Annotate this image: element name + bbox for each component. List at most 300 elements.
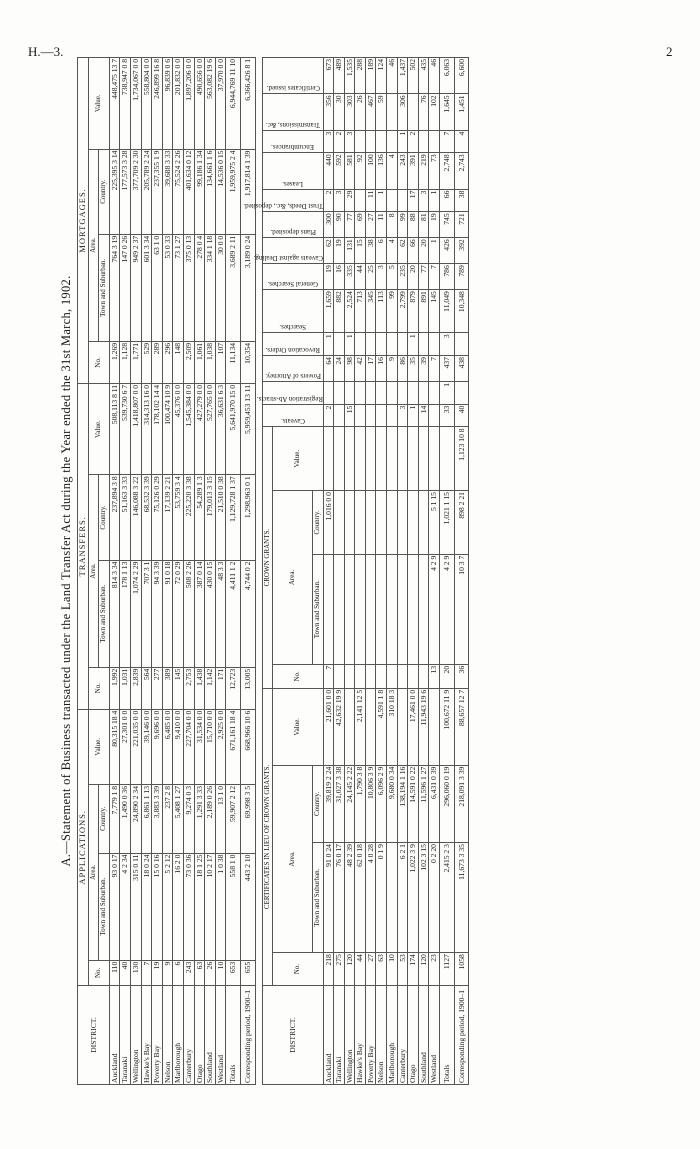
value-cell: 1,074 2 29 [130,560,141,667]
value-cell: 44 [355,953,366,986]
value-cell: 54,289 1 3 [194,475,205,560]
value-cell: 53 0 33 [162,234,173,341]
value-cell: 1,298,963 0 1 [240,475,255,560]
value-cell: 4 2 9 [429,554,440,664]
value-cell: 1 [408,404,419,427]
value-cell: 4 2 9 [440,554,455,664]
value-cell: 4 2 34 [120,853,131,960]
value-cell: 592 [334,153,345,189]
value-cell: 107 [215,341,226,383]
value-cell: 7 [141,960,152,985]
value-cell: 6,944,769 11 10 [226,58,241,150]
value-cell: 563,082 19 6 [205,58,216,150]
value-cell [387,664,398,688]
value-cell: 18 1 25 [194,853,205,960]
table2-row [365,58,376,1085]
value-cell: 21,510 0 38 [215,475,226,560]
value-cell: 558,804 0 0 [141,58,152,150]
value-cell: 440 [323,153,334,189]
table1-row [205,58,216,1085]
value-cell: 2,799 [397,290,408,333]
value-cell [365,688,376,765]
value-cell [376,427,387,491]
value-cell: 1,021 1 15 [440,491,455,555]
value-cell: 707 3 1 [141,560,152,667]
value-cell: 1127 [440,953,455,986]
value-cell: 37,970 0 0 [215,58,226,150]
table1-row [194,58,205,1085]
table1-row [183,58,194,1085]
value-cell: 427,279 0 0 [194,383,205,474]
value-cell: 1,897,206 0 0 [183,58,194,150]
value-cell [397,664,408,688]
value-cell [408,94,419,130]
value-cell [418,130,429,153]
value-cell: 53,759 3 4 [173,475,184,560]
value-cell [334,664,345,688]
district-cell: Southland [418,986,429,1085]
value-cell: 145 [429,290,440,333]
value-cell: 20 [418,238,429,264]
value-cell: 76 0 17 [334,843,345,953]
value-cell: 430 0 15 [205,560,216,667]
value-cell: 45,376 0 0 [173,383,184,474]
value-cell: 581 [344,153,355,189]
value-cell: 219 [418,153,429,189]
trust-deeds-header: Trust Deeds, &c., deposited. [242,202,323,211]
value-cell: 16 [334,264,345,290]
table2-row [334,58,345,1085]
value-cell: 235 [397,264,408,290]
table1-row [152,58,163,1085]
district-cell: Canterbury [183,986,194,1085]
value-cell [334,381,345,404]
value-cell: 5,641,970 15 0 [226,383,241,474]
caveats-against-dealing-header: Caveats against Dealing. [253,254,323,263]
cert-area-header: Area. [273,765,313,952]
value-cell: 18 0 24 [141,853,152,960]
value-cell: 221,035 0 0 [130,709,141,784]
value-cell: 1 [376,189,387,212]
value-cell: 306 [397,94,408,130]
district-cell: Wellington [130,986,141,1085]
encumbrances-header: Encumbrances. [271,143,314,152]
value-cell: 3 [376,264,387,290]
value-cell [418,381,429,404]
value-cell: 508,113 8 11 [109,383,120,474]
value-cell [365,404,376,427]
value-cell [376,381,387,404]
value-cell [387,381,398,404]
table2-row [376,58,387,1085]
value-cell: 391 [408,153,419,189]
value-cell: 1 [429,189,440,212]
value-cell: 63 [194,960,205,985]
value-cell: 668,966 10 6 [240,709,255,784]
value-cell: 145 [173,667,184,709]
table2-row [408,58,419,1085]
value-cell: 898 2 21 [454,491,469,555]
value-cell: 81 [418,212,429,238]
value-cell: 467 [365,94,376,130]
value-cell: 237,355 1 9 [152,149,163,234]
value-cell: 17 [408,189,419,212]
value-cell: 72 0 29 [173,560,184,667]
value-cell: 721 [454,212,469,238]
value-cell: 225,220 3 38 [183,475,194,560]
caveats-header: Caveats. [280,417,305,426]
cert-no-header: No. [273,953,323,986]
mortgages-area-header: Area. [88,149,99,341]
value-cell: 2,839 [130,667,141,709]
value-cell: 90 [334,212,345,238]
searches-header: Searches. [279,323,306,332]
value-cell: 335 [344,264,355,290]
value-cell: 27 [365,212,376,238]
value-cell [355,189,366,212]
value-cell: 490,656 0 0 [194,58,205,150]
value-cell [344,554,355,664]
value-cell: 673 [323,58,334,94]
value-cell: 147 0 26 [120,234,131,341]
district-cell: Corresponding period, 1900–1 [454,986,469,1085]
value-cell: 40 [454,404,469,427]
district-cell: Canterbury [397,986,408,1085]
value-cell: 36 [454,664,469,688]
value-cell: 227,704 0 0 [183,709,194,784]
value-cell: 1,734,067 0 0 [130,58,141,150]
value-cell: 6 2 1 [397,843,408,953]
value-cell [365,664,376,688]
table1-totals-row [226,58,241,1085]
value-cell [355,404,366,427]
value-cell: 1,992 [109,667,120,709]
table1-corresponding-row [240,58,255,1085]
value-cell [376,554,387,664]
value-cell: 4 [387,238,398,264]
district-cell: Taranaki [120,986,131,1085]
table2-row [429,58,440,1085]
value-cell: 174 [408,953,419,986]
value-cell: 15 [355,238,366,264]
value-cell [365,130,376,153]
value-cell: 189 [365,58,376,94]
value-cell: 278 0 4 [194,234,205,341]
value-cell: 92 [355,153,366,189]
applications-country-header: Country. [99,784,110,853]
value-cell [408,554,419,664]
value-cell: 96,839 0 6 [162,58,173,150]
value-cell: 1 [344,333,355,356]
value-cell: 102 3 15 [418,843,429,953]
value-cell: 2,509 [183,341,194,383]
value-cell: 17,461 0 0 [408,688,419,765]
value-cell [397,427,408,491]
value-cell: 4 [387,153,398,189]
value-cell: 26 [355,94,366,130]
value-cell: 19 [429,212,440,238]
value-cell: 1,535 [344,58,355,94]
table-title: A.—Statement of Business transacted under the Land Transfer Act during the Year ended the 31st March, 1902. [59,275,73,867]
value-cell: 16 2 0 [173,853,184,960]
value-cell [387,554,398,664]
value-cell [429,427,440,491]
district-header-2: DISTRICT. [262,986,323,1085]
value-cell: 1,022 3 9 [408,843,419,953]
transfers-town-header: Town and Suburban. [99,560,110,667]
transfers-header: TRANSFERS. [78,383,89,709]
value-cell: 100,474 10 9 [162,383,173,474]
value-cell: 1,959,975 2 4 [226,149,241,234]
value-cell: 99 [397,212,408,238]
value-cell: 2 [408,130,419,153]
value-cell [429,333,440,356]
value-cell: 102 [429,94,440,130]
value-cell: 10 [387,953,398,986]
value-cell [376,404,387,427]
value-cell: 7 [440,130,455,153]
value-cell: 27 [365,953,376,986]
value-cell [334,427,345,491]
value-cell: 10 [215,960,226,985]
value-cell: 14,591 0 22 [408,765,419,842]
grants-value-header: Value. [273,427,323,491]
district-cell: Hawke's Bay [355,986,366,1085]
value-cell: 7 [429,264,440,290]
value-cell: 11,943 19 6 [418,688,429,765]
value-cell: 300 [323,212,334,238]
value-cell: 1,061 [194,341,205,383]
value-cell [344,491,355,555]
value-cell: 33 [440,404,455,427]
value-cell: 48 3 3 [215,560,226,667]
value-cell: 24,145 2 22 [344,765,355,842]
value-cell: 6,861 1 13 [141,784,152,853]
value-cell: 10,806 3 9 [365,765,376,842]
value-cell [355,130,366,153]
value-cell [387,843,398,953]
value-cell: 31,534 0 0 [194,709,205,784]
district-cell: Corresponding period, 1900–1 [240,986,255,1085]
value-cell: 94 3 39 [152,560,163,667]
value-cell: 11 [365,189,376,212]
value-cell: 949 2 37 [130,234,141,341]
value-cell: 1,038 [205,341,216,383]
value-cell: 7 [323,664,334,688]
value-cell: 46 [429,58,440,94]
table1-body [109,58,255,1085]
value-cell: 225,395 3 14 [109,149,120,234]
value-cell: 39,819 2 24 [323,765,334,842]
value-cell: 653 [226,960,241,985]
value-cell: 529 [141,341,152,383]
table2-body [323,58,469,1085]
value-cell: 62 0 18 [355,843,366,953]
value-cell [355,333,366,356]
value-cell: 1,771 [130,341,141,383]
value-cell: 508 2 26 [183,560,194,667]
value-cell: 64 [323,356,334,382]
value-cell: 1,123 10 8 [454,427,469,491]
value-cell: 16 [376,356,387,382]
value-cell: 7 [429,356,440,382]
value-cell [454,381,469,404]
registration-abstracts-header: Registration Ab-stracts. [256,394,323,403]
value-cell: 0 2 20 [429,843,440,953]
value-cell: 2,748 [440,153,455,189]
value-cell: 713 [355,290,366,333]
value-cell: 315 0 11 [130,853,141,960]
value-cell: 171 [215,667,226,709]
value-cell [334,404,345,427]
value-cell: 6,431 0 39 [429,765,440,842]
value-cell: 275 [334,953,345,986]
value-cell: 243 [183,960,194,985]
value-cell: 44 [355,264,366,290]
value-cell [355,491,366,555]
value-cell: 289 [152,341,163,383]
value-cell: 237 2 8 [162,784,173,853]
value-cell: 527,765 0 0 [205,383,216,474]
district-cell: Poverty Bay [152,986,163,1085]
value-cell [418,333,429,356]
mortgages-no-header: No. [88,341,109,383]
mortgages-town-header: Town and Suburban. [99,234,110,341]
value-cell: 2 [323,189,334,212]
value-cell: 738,947 0 8 [120,58,131,150]
value-cell [344,664,355,688]
value-cell [408,427,419,491]
value-cell [344,381,355,404]
value-cell [397,491,408,555]
value-cell: 1,659 [323,290,334,333]
value-cell: 75,524 2 26 [173,149,184,234]
cert-town-header: Town and Suburban. [312,843,323,953]
value-cell: 91 0 24 [323,843,334,953]
value-cell: 1058 [454,953,469,986]
value-cell: 73 [429,153,440,189]
grants-country-header: Country. [312,491,323,555]
district-cell: Westland [429,986,440,1085]
value-cell: 26 [205,960,216,985]
value-cell: 1,645 [440,94,455,130]
value-cell: 38 [365,238,376,264]
value-cell: 19 [334,238,345,264]
value-cell [376,664,387,688]
value-cell: 9,410 0 0 [173,709,184,784]
value-cell: 9,274 0 3 [183,784,194,853]
value-cell: 40 [120,960,131,985]
table2-row [323,58,334,1085]
value-cell: 62 [397,238,408,264]
value-cell: 91 0 18 [162,560,173,667]
value-cell: 36,631 6 3 [215,383,226,474]
value-cell: 1 0 38 [215,853,226,960]
value-cell [334,491,345,555]
value-cell: 39,688 3 33 [162,149,173,234]
value-cell: 1,418,807 0 0 [130,383,141,474]
grants-area-header: Area. [273,491,313,665]
value-cell: 564 [141,667,152,709]
rotated-table-block [55,57,675,1085]
value-cell: 9,696 0 0 [152,709,163,784]
value-cell: 786 [440,264,455,290]
value-cell [387,404,398,427]
value-cell: 2,524 [344,290,355,333]
value-cell [334,333,345,356]
value-cell: 24 [334,356,345,382]
value-cell: 59 [376,94,387,130]
value-cell: 12,723 [226,667,241,709]
district-header: DISTRICT. [78,986,110,1085]
district-cell: Poverty Bay [365,986,376,1085]
value-cell: 201,832 0 0 [173,58,184,150]
value-cell [365,491,376,555]
value-cell: 375 0 13 [183,234,194,341]
value-cell: 6,600 [454,58,469,94]
table2-row [344,58,355,1085]
value-cell [334,554,345,664]
value-cell: 3 [334,189,345,212]
value-cell [344,688,355,765]
value-cell: 288 [355,58,366,94]
value-cell: 789 [454,264,469,290]
value-cell: 2,141 12 5 [355,688,366,765]
value-cell [429,381,440,404]
value-cell: 110 [109,960,120,985]
table2-row [387,58,398,1085]
value-cell [355,427,366,491]
value-cell [376,333,387,356]
value-cell: 15,710 0 0 [205,709,216,784]
value-cell: 237,894 3 8 [109,475,120,560]
value-cell: 0 1 9 [376,843,387,953]
value-cell: 27,301 0 0 [120,709,131,784]
table2-row [397,58,408,1085]
value-cell: 179,013 3 15 [205,475,216,560]
value-cell: 502 [408,58,419,94]
value-cell: 671,161 18 4 [226,709,241,784]
value-cell: 1,291 3 33 [194,784,205,853]
value-cell: 10 2 17 [205,853,216,960]
value-cell: 66 [408,238,419,264]
value-cell [418,491,429,555]
value-cell [323,427,334,491]
value-cell: 435 [418,58,429,94]
value-cell: 745 [440,212,455,238]
value-cell: 98 [344,356,355,382]
value-cell: 113 [376,290,387,333]
value-cell: 2,753 [183,667,194,709]
value-cell [429,130,440,153]
value-cell [355,664,366,688]
value-cell: 11,673 3 35 [454,843,469,953]
value-cell [387,427,398,491]
value-cell: 77 [418,264,429,290]
value-cell: 437 [440,356,455,382]
value-cell: 879 [408,290,419,333]
value-cell: 3 [323,130,334,153]
general-searches-header: General Searches. [267,280,318,289]
value-cell: 30 0 0 [215,234,226,341]
value-cell: 9 [387,356,398,382]
value-cell: 29 [344,189,355,212]
value-cell: 1,490 0 36 [120,784,131,853]
applications-value-header: Value. [88,709,109,784]
value-cell: 4,411 1 2 [226,560,241,667]
value-cell: 5,959,453 13 11 [240,383,255,474]
transfers-area-header: Area. [88,475,99,667]
